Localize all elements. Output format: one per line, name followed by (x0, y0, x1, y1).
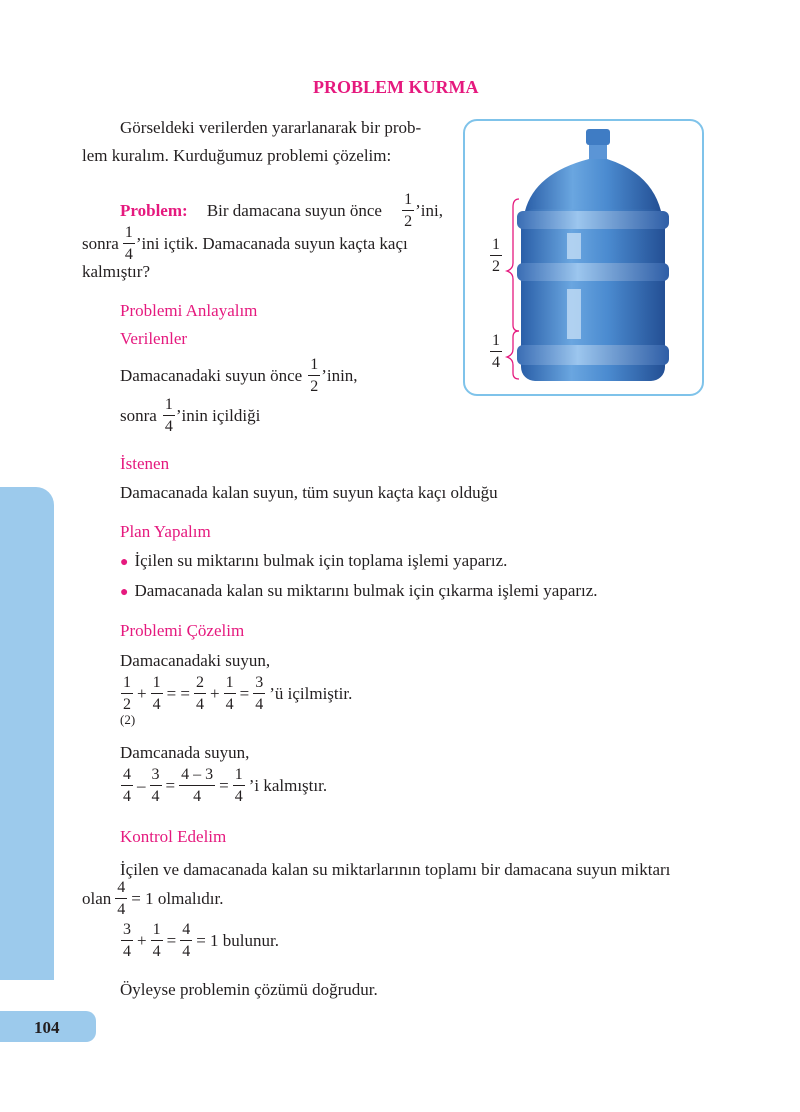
fraction: $\frac{3}{4}$ (151, 766, 160, 805)
kontrol-text-2a: olan (82, 889, 112, 908)
kontrol-line-2 (82, 880, 224, 918)
expand-factor: (2) (120, 712, 136, 727)
kontrol-line-1: İçilen ve damacanada kalan su miktarlarının toplamı bir damacana suyun miktarı (120, 860, 671, 879)
bottle-fraction-upper: $\frac{1}{2}$ (492, 236, 500, 275)
problem-text-2b: ’ini içtik. Damacanada suyun kaçta kaçı (135, 234, 408, 253)
fraction: $\frac{4 - 3}{4}$ (181, 766, 214, 805)
verilen-line-2 (120, 397, 260, 435)
bottle-rib-top (517, 211, 669, 229)
fraction: $\frac{3}{4}$ (123, 921, 131, 960)
fraction: $\frac{1}{2}$ (123, 674, 131, 713)
verilen-text-1b: ’inin, (321, 366, 358, 385)
fraction: $\frac{1}{4}$ (234, 766, 243, 805)
heading-plan: Plan Yapalım (120, 522, 211, 541)
problem-line-3: kalmıştır? (82, 262, 150, 281)
verilen-text-1: Damacanadaki suyun önce (120, 366, 303, 385)
page-number: 104 (34, 1018, 60, 1037)
plan-item: ● İçilen su miktarını bulmak için toplama işlemi yaparız. (120, 551, 508, 570)
problem-text-1: Bir damacana suyun önce (206, 201, 382, 220)
problem-text-1b: ’ini, (415, 201, 443, 220)
bottle-rib-bottom (517, 345, 669, 365)
intro-line-1: Görseldeki verilerden yararlanarak bir prob- (120, 118, 422, 137)
fraction: $\frac{3}{4}$ (255, 674, 264, 713)
verilen-text-2: sonra (120, 406, 157, 425)
side-margin-bar (0, 487, 54, 980)
heading-kontrol: Kontrol Edelim (120, 827, 227, 846)
equation-1: $\frac{1}{2}$ + $\frac{1}{4}$ = = $\frac{2}{4}$ + $\frac{1}{4}$ = $\frac{3}{4}$ ’ü içilmiştir. (123, 674, 353, 713)
fraction: $\frac{1}{4}$ (152, 674, 161, 713)
equation-2: $\frac{4}{4}$ – $\frac{3}{4}$ = $\frac{4 - 3}{4}$ = $\frac{1}{4}$ ’i kalmıştır. (123, 766, 328, 805)
bottle-image-frame (463, 119, 704, 396)
intro-line-2: lem kuralım. Kurduğumuz problemi çözelim: (82, 146, 392, 165)
fraction: $\frac{1}{2}$ (404, 191, 413, 230)
equation-2-suffix: ’i kalmıştır. (248, 776, 328, 795)
verilen-text-2b: ’inin içildiği (175, 406, 261, 425)
bottle-rib-middle (517, 263, 669, 281)
bottle-cap (586, 129, 610, 145)
fraction: $\frac{1}{2}$ (310, 356, 319, 395)
problem-label: Problem: (120, 201, 188, 220)
kontrol-equation-suffix: = 1 bulunur. (196, 931, 279, 950)
fraction: $\frac{1}{4}$ (164, 396, 173, 435)
fraction: $\frac{2}{4}$ (196, 674, 205, 713)
equation-1-suffix: ’ü içilmiştir. (269, 684, 353, 703)
bottle-shoulder (525, 159, 661, 211)
page-title: PROBLEM KURMA (313, 77, 479, 97)
plan-item: ● Damacanada kalan su miktarını bulmak için çıkarma işlemi yaparız. (120, 581, 598, 600)
fraction: $\frac{4}{4}$ (117, 879, 126, 918)
bullet-icon: ● (120, 585, 129, 600)
fraction: $\frac{1}{4}$ (152, 921, 161, 960)
problem-line-2 (82, 225, 408, 263)
kontrol-text-2b: = 1 olmalıdır. (131, 889, 224, 908)
kontrol-equation: $\frac{3}{4}$ + $\frac{1}{4}$ = $\frac{4}{4}$ = 1 bulunur. (123, 921, 279, 960)
bottle-fraction-lower: $\frac{1}{4}$ (492, 332, 500, 371)
fraction: $\frac{1}{4}$ (124, 224, 133, 263)
bullet-icon: ● (120, 555, 129, 570)
final-statement: Öyleyse problemin çözümü doğrudur. (120, 980, 378, 999)
fraction: $\frac{4}{4}$ (182, 921, 191, 960)
cozelim-line-2: Damcanada suyun, (120, 743, 250, 762)
cozelim-line-1: Damacanadaki suyun, (120, 651, 271, 670)
verilen-line-1 (120, 357, 358, 395)
problem-text-2a: sonra (82, 234, 119, 253)
fraction: $\frac{4}{4}$ (123, 766, 131, 805)
heading-cozelim: Problemi Çözelim (120, 621, 245, 640)
heading-anlayalim: Problemi Anlayalım (120, 301, 258, 320)
fraction: $\frac{1}{4}$ (225, 674, 234, 713)
heading-verilenler: Verilenler (120, 329, 188, 348)
istenen-text: Damacanada kalan suyun, tüm suyun kaçta kaçı olduğu (120, 483, 498, 502)
heading-istenen: İstenen (120, 454, 170, 473)
